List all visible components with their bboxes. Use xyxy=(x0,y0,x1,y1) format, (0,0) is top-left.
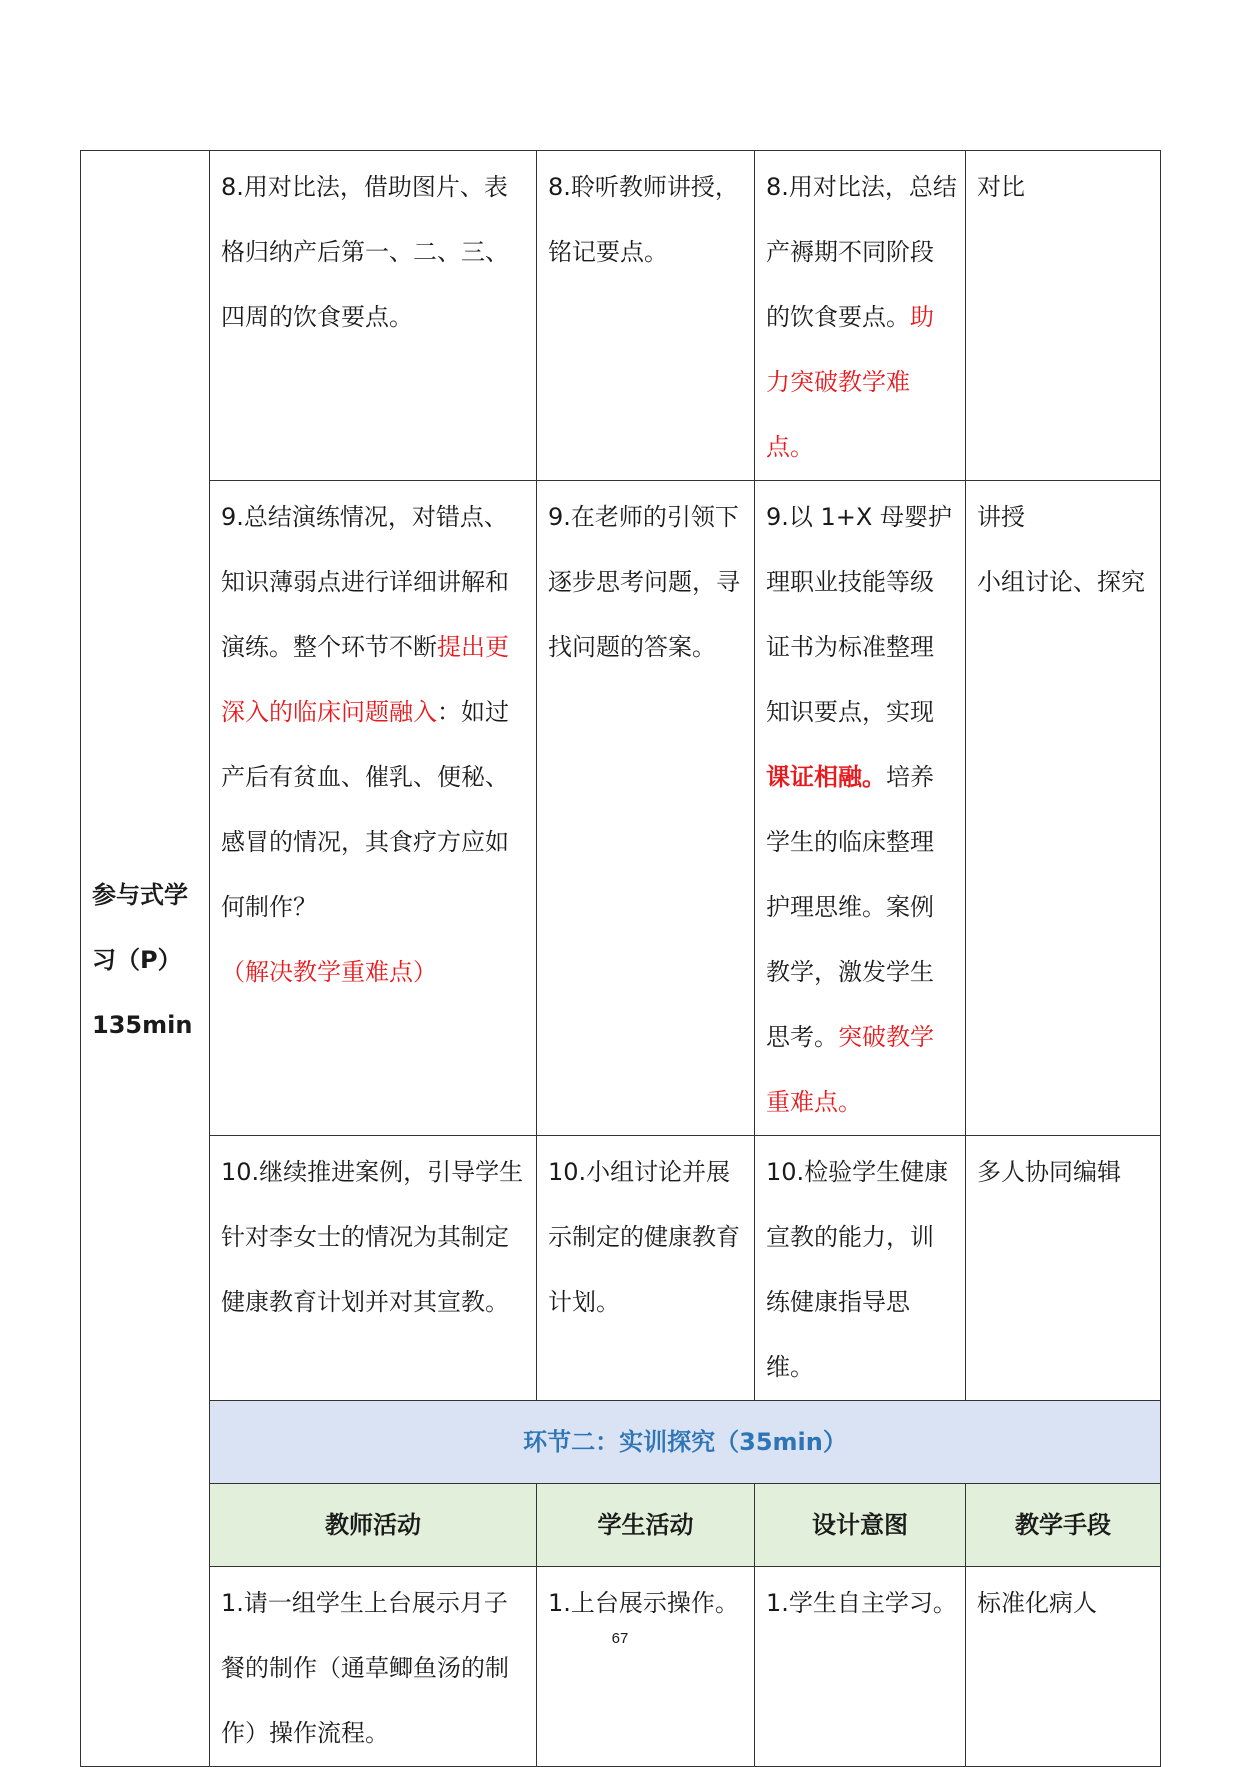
cell-text: 小组讨论、探究 xyxy=(977,568,1145,596)
design-intent-cell xyxy=(755,151,966,481)
phase-label-line1: 参与式学 xyxy=(92,881,188,909)
design-intent-cell xyxy=(755,1136,966,1401)
teacher-activity-cell xyxy=(210,1136,537,1401)
cell-text: 9.在老师的引领下逐步思考问题，寻找问题的答案。 xyxy=(548,503,740,661)
section-title: 环节二：实训探究（35min） xyxy=(210,1401,1161,1484)
section-header-row xyxy=(81,1401,1161,1484)
emphasis-text: 突破教学重难点。 xyxy=(766,1023,934,1116)
teacher-activity-cell xyxy=(210,151,537,481)
student-activity-cell xyxy=(537,481,755,1136)
cell-text: 1.上台展示操作。 xyxy=(548,1589,739,1617)
cell-text: 培养学生的临床整理护理思维。案例教学，激发学生思考。 xyxy=(766,763,934,1051)
cell-text: 9.以 1+X 母婴护理职业技能等级证书为标准整理知识要点，实现 xyxy=(766,503,952,726)
emphasis-text: 助力突破教学难点。 xyxy=(766,303,934,461)
header-design-intent: 设计意图 xyxy=(755,1484,966,1567)
cell-text: 8.用对比法，借助图片、表格归纳产后第一、二、三、四周的饮食要点。 xyxy=(221,173,509,331)
design-intent-cell xyxy=(755,1567,966,1767)
table-row xyxy=(81,1567,1161,1767)
cell-text: 标准化病人 xyxy=(977,1589,1097,1617)
cell-text: 10.继续推进案例，引导学生针对李女士的情况为其制定健康教育计划并对其宣教。 xyxy=(221,1158,524,1316)
teacher-activity-cell xyxy=(210,1567,537,1767)
cell-text: ：如过产后有贫血、催乳、便秘、感冒的情况，其食疗方应如何制作？ xyxy=(221,698,509,921)
cell-text: 8.聆听教师讲授，铭记要点。 xyxy=(548,173,739,266)
page-number: 67 xyxy=(611,1630,629,1647)
student-activity-cell xyxy=(537,1567,755,1767)
phase-duration: 135min xyxy=(92,1011,193,1039)
student-activity-cell xyxy=(537,1136,755,1401)
cell-text: 对比 xyxy=(977,173,1025,201)
header-student-activity: 学生活动 xyxy=(537,1484,755,1567)
table-row xyxy=(81,151,1161,481)
header-teacher-activity: 教师活动 xyxy=(210,1484,537,1567)
student-activity-cell xyxy=(537,151,755,481)
teaching-means-cell xyxy=(966,1567,1161,1767)
cell-text: 9.总结演练情况，对错点、知识薄弱点进行详细讲解和演练。整个环节不断 xyxy=(221,503,509,661)
cell-text: 1.请一组学生上台展示月子餐的制作（通草鲫鱼汤的制作）操作流程。 xyxy=(221,1589,509,1747)
table-row xyxy=(81,1136,1161,1401)
lesson-plan-table xyxy=(80,150,1161,1767)
design-intent-cell xyxy=(755,481,966,1136)
teaching-means-cell xyxy=(966,151,1161,481)
column-header-row xyxy=(81,1484,1161,1567)
cell-text: 10.小组讨论并展示制定的健康教育计划。 xyxy=(548,1158,740,1316)
cell-text: 讲授 xyxy=(977,503,1025,531)
emphasis-text: 课证相融。 xyxy=(766,763,886,791)
cell-text: 1.学生自主学习。 xyxy=(766,1589,957,1617)
phase-label-line2: 习（P） xyxy=(92,946,182,974)
emphasis-text: 提出更深入的临床问题融入 xyxy=(221,633,509,726)
teaching-means-cell xyxy=(966,481,1161,1136)
cell-text: 8.用对比法，总结产褥期不同阶段的饮食要点。 xyxy=(766,173,957,331)
phase-cell xyxy=(81,151,210,1767)
cell-text: 多人协同编辑 xyxy=(977,1158,1121,1186)
cell-text: 10.检验学生健康宣教的能力，训练健康指导思维。 xyxy=(766,1158,949,1381)
teaching-means-cell xyxy=(966,1136,1161,1401)
header-teaching-means: 教学手段 xyxy=(966,1484,1161,1567)
teacher-activity-cell xyxy=(210,481,537,1136)
emphasis-text: （解决教学重难点） xyxy=(221,958,437,986)
table-row xyxy=(81,481,1161,1136)
